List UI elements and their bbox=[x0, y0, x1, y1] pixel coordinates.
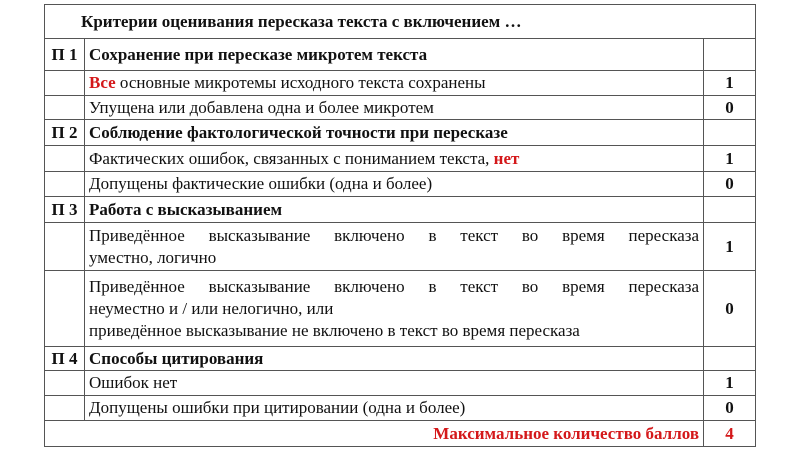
section-code: П 4 bbox=[45, 347, 85, 371]
score: 1 bbox=[704, 371, 756, 396]
criterion-row bbox=[45, 396, 756, 421]
score: 0 bbox=[704, 271, 756, 347]
section-code: П 1 bbox=[45, 39, 85, 71]
criterion-text: Фактических ошибок, связанных с пониманием текста, нет bbox=[85, 146, 704, 172]
criterion-row bbox=[45, 271, 756, 347]
section-heading: Сохранение при пересказе микротем текста bbox=[85, 39, 704, 71]
score: 1 bbox=[704, 71, 756, 96]
score: 0 bbox=[704, 172, 756, 197]
criterion-text: Приведённое высказывание включено в текст во время пересказа неуместно и / или нелогично, или приведённое высказывание не включено в текст во время пересказа bbox=[85, 271, 704, 347]
max-score-value: 4 bbox=[704, 421, 756, 447]
section-header-row bbox=[45, 120, 756, 146]
max-score-label: Максимальное количество баллов bbox=[45, 421, 704, 447]
title-row bbox=[45, 5, 756, 39]
section-header-row bbox=[45, 347, 756, 371]
criteria-table bbox=[44, 4, 756, 447]
section-code: П 3 bbox=[45, 197, 85, 223]
score-cell-empty bbox=[704, 197, 756, 223]
section-code: П 2 bbox=[45, 120, 85, 146]
score-cell-empty bbox=[704, 120, 756, 146]
score: 0 bbox=[704, 396, 756, 421]
section-header-row bbox=[45, 39, 756, 71]
total-row bbox=[45, 421, 756, 447]
highlight-word: нет bbox=[493, 148, 520, 168]
criterion-row bbox=[45, 172, 756, 197]
criterion-text: Все основные микротемы исходного текста сохранены bbox=[85, 71, 704, 96]
criterion-text: Ошибок нет bbox=[85, 371, 704, 396]
criterion-text: Допущены фактические ошибки (одна и более) bbox=[85, 172, 704, 197]
score: 1 bbox=[704, 146, 756, 172]
criterion-row bbox=[45, 146, 756, 172]
criterion-row bbox=[45, 96, 756, 120]
section-heading: Работа с высказыванием bbox=[85, 197, 704, 223]
criterion-row bbox=[45, 371, 756, 396]
score: 1 bbox=[704, 223, 756, 271]
criterion-text: Допущены ошибки при цитировании (одна и более) bbox=[85, 396, 704, 421]
score-cell-empty bbox=[704, 347, 756, 371]
criterion-row bbox=[45, 223, 756, 271]
section-heading: Соблюдение фактологической точности при пересказе bbox=[85, 120, 704, 146]
criterion-text: Упущена или добавлена одна и более микротем bbox=[85, 96, 704, 120]
section-header-row bbox=[45, 197, 756, 223]
criterion-row bbox=[45, 71, 756, 96]
score-cell-empty bbox=[704, 39, 756, 71]
criterion-text: Приведённое высказывание включено в текст во время пересказа уместно, логично bbox=[85, 223, 704, 271]
highlight-word: Все bbox=[89, 73, 116, 92]
section-heading: Способы цитирования bbox=[85, 347, 704, 371]
table-title: Критерии оценивания пересказа текста с включением … bbox=[45, 5, 756, 39]
score: 0 bbox=[704, 96, 756, 120]
